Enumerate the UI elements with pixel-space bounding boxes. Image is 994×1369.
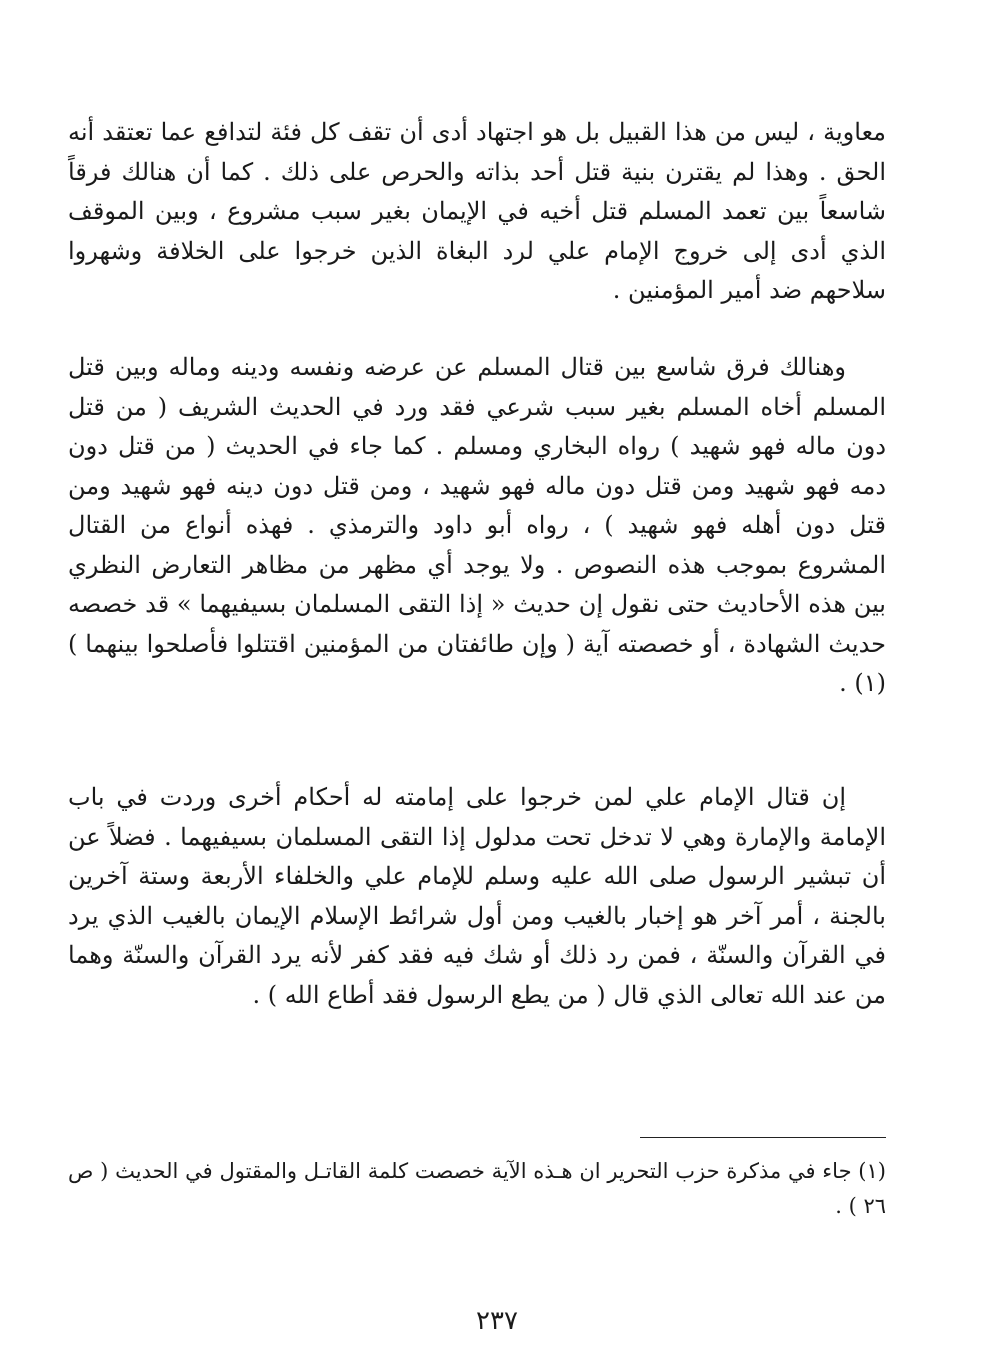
body-paragraph-3-text: إن قتال الإمام علي لمن خرجوا على إمامته له أحكام أخرى وردت في باب الإمامة والإمارة وهي لا تدخل تحت مدلول إذا التقى المسلمان بسيفيهما . فضلاً عن أن تبشير الرسول صلى الله عليه وسلم للإمام علي والخلفاء الأربعة وستة آخرين بالجنة ، أمر آخر هو إخبار بالغيب ومن أول شرائط الإسلام الإيمان بالغيب الذي يرد في القرآن والسنّة ، فمن رد ذلك أو شك فيه فقد كفر لأنه يرد القرآن والسنّة وهما من عند الله تعالى الذي قال ( من يطع الرسول فقد أطاع الله ) . (68, 783, 886, 1009)
body-paragraph-1: معاوية ، ليس من هذا القبيل بل هو اجتهاد أدى أن تقف كل فئة لتدافع عما تعتقد أنه الحق . وهذا لم يقترن بنية قتل أحد بذاته والحرص على ذلك . كما أن هنالك فرقاً شاسعاً بين تعمد المسلم قتل أخيه في الإيمان بغير سبب مشروع ، وبين الموقف الذي أدى إلى خروج الإمام علي لرد البغاة الذين خرجوا على الخلافة وشهروا سلاحهم ضد أمير المؤمنين . (68, 118, 887, 304)
footnote: (١) جاء في مذكرة حزب التحرير ان هـذه الآية خصصت كلمة القاتـل والمقتول في الحديث ( ص ٢٦ ) . (68, 1159, 886, 1218)
body-paragraph-2-text: وهنالك فرق شاسع بين قتال المسلم عن عرضه ونفسه ودينه وماله وبين قتل المسلم أخاه المسلم بغير سبب شرعي فقد ورد في الحديث الشريف ( من قتل دون ماله فهو شهيد ) رواه البخاري ومسلم . كما جاء في الحديث ( من قتل دون دمه فهو شهيد ومن قتل دون ماله فهو شهيد ، ومن قتل دون دينه فهو شهيد ومن قتل دون أهله فهو شهيد ) ، رواه أبو داود والترمذي . فهذه أنواع من القتال المشروع بموجب هذه النصوص . ولا يوجد أي مظهر من مظاهر التعارض النظري بين هذه الأحاديث حتى نقول إن حديث « إذا التقى المسلمان بسيفيهما » قد خصصه حديث الشهادة ، أو خصصته آية ( وإن طائفتان من المؤمنين اقتتلوا فأصلحوا بينهما ) (١) . (68, 353, 886, 697)
body-paragraph-3 (68, 778, 886, 1015)
body-paragraph-2 (68, 348, 886, 704)
page-number: ٢٣٧ (476, 1306, 518, 1336)
footnote-separator (640, 1137, 886, 1138)
